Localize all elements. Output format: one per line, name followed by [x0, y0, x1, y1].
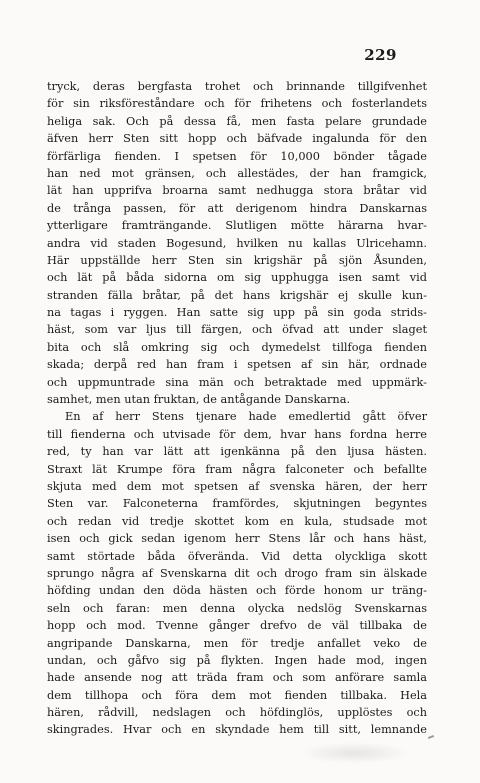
ink-mark — [428, 735, 434, 739]
text-line: ytterligare framträngande. Slutligen mötte härarna hvar- — [47, 219, 427, 233]
text-line: stranden fälla bråtar, på det hans krigshär ej skulle kun- — [47, 288, 427, 302]
text-line: isen och gick sedan igenom herr Stens lår och hans häst, — [47, 532, 427, 546]
text-line: En af herr Stens tjenare hade emedlertid gått öfver — [65, 410, 427, 424]
text-line: lät han upprifva broarna samt nedhugga stora bråtar vid — [47, 184, 427, 198]
paper-stain — [300, 742, 410, 764]
text-line: angripande Danskarna, men för tredje anfallet veko de — [47, 636, 427, 650]
text-line: hären, rådvill, nedslagen och höfdinglös, upplöstes och — [47, 706, 427, 720]
text-line: na tagas i ryggen. Han satte sig upp på sin goda strids- — [47, 306, 427, 320]
body-text — [47, 78, 427, 739]
text-line: dem tillhopa och föra dem mot fienden tillbaka. Hela — [47, 688, 427, 702]
text-line: Straxt lät Krumpe föra fram några falconeter och befallte — [47, 462, 427, 476]
text-line: hopp och mod. Tvenne gånger drefvo de väl tillbaka de — [47, 619, 427, 633]
text-line: bita och slå omkring sig och dymedelst tillfoga fienden — [47, 340, 427, 354]
text-line: till fienderna och utvisade för dem, hvar hans fordna herre — [47, 427, 427, 441]
text-line: häst, som var ljus till färgen, och öfvad att under slaget — [47, 323, 427, 337]
text-line: Sten var. Falconeterna framfördes, skjutningen begyntes — [47, 497, 427, 511]
text-line: seln och faran: men denna olycka nedslög Svenskarnas — [47, 601, 427, 615]
text-line: red, ty han var lätt att igenkänna på den ljusa hästen. — [47, 445, 427, 459]
text-line: äfven herr Sten sitt hopp och bäfvade ingalunda för den — [47, 132, 427, 146]
text-line: och redan vid tredje skottet kom en kula, studsade mot — [47, 514, 427, 528]
text-line: skada; derpå red han fram i spetsen af sin här, ordnade — [47, 358, 427, 372]
page-number: 229 — [364, 46, 397, 64]
text-line: samhet, men utan fruktan, de antågande Danskarna. — [47, 393, 351, 407]
text-line: sprungo några af Svenskarna dit och drogo fram sin älskade — [47, 566, 427, 580]
text-line: han ned mot gränsen, och allestädes, der han framgick, — [47, 166, 427, 180]
text-line: och uppmuntrade sina män och betraktade med uppmärk- — [47, 375, 427, 389]
text-line: heliga sak. Och på dessa få, men fasta pelare grundade — [47, 114, 427, 128]
text-line: tryck, deras bergfasta trohet och brinnande tillgifvenhet — [47, 80, 427, 93]
text-line: skjuta med dem mot spetsen af svenska hären, der herr — [47, 479, 427, 493]
text-line: andra vid staden Bogesund, hvilken nu kallas Ulricehamn. — [47, 236, 427, 250]
text-line: för sin riksföreståndare och för frihetens och fosterlandets — [47, 97, 427, 111]
text-line: undan, och gåfvo sig på flykten. Ingen hade mod, ingen — [47, 653, 427, 667]
text-line: de trånga passen, för att derigenom hindra Danskarnas — [47, 201, 427, 215]
text-line: hade ansende nog att träda fram och som anförare samla — [47, 671, 427, 685]
text-line: och lät på båda sidorna om sig upphugga isen samt vid — [47, 271, 427, 285]
text-line: förfärliga fienden. I spetsen för 10,000 bönder tågade — [47, 149, 427, 163]
text-line: skingrades. Hvar och en skyndade hem till sitt, lemnande — [47, 723, 427, 737]
text-line: höfding undan den döda hästen och förde honom ur träng- — [47, 584, 427, 598]
text-line: samt störtade båda öfverända. Vid detta olyckliga skott — [47, 549, 427, 563]
text-line: Här uppställde herr Sten sin krigshär på sjön Åsunden, — [47, 253, 427, 267]
